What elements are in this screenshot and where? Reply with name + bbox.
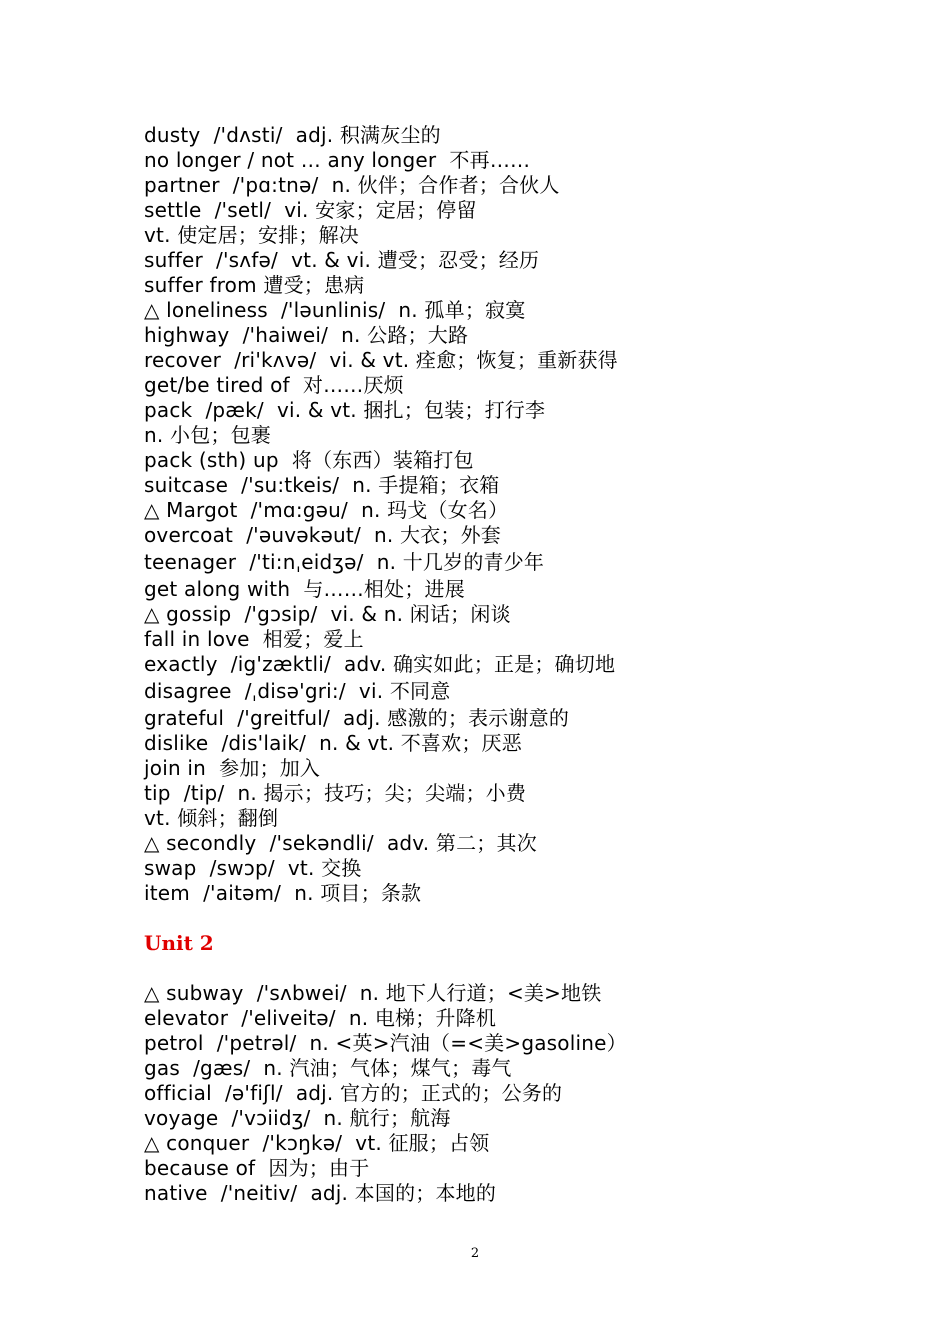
vocab-entry: elevator /'eliveitə/ n. 电梯；升降机: [144, 1006, 497, 1030]
vocab-entry: settle /'setl/ vi. 安家；定居；停留: [144, 198, 477, 222]
vocab-entry: item /'aitəm/ n. 项目；条款: [144, 881, 422, 905]
vocab-entry: voyage /'vɔiidʒ/ n. 航行；航海: [144, 1106, 451, 1130]
vocab-entry: dislike /dis'laik/ n. & vt. 不喜欢；厌恶: [144, 731, 522, 755]
vocab-entry: pack (sth) up 将（东西）装箱打包: [144, 448, 474, 472]
vocab-entry: grateful /'greitful/ adj. 感激的；表示谢意的: [144, 706, 570, 730]
vocab-entry: because of 因为；由于: [144, 1156, 370, 1180]
vocab-entry: partner /'pɑ:tnə/ n. 伙伴；合作者；合伙人: [144, 173, 560, 197]
vocab-entry: pack /pæk/ vi. & vt. 捆扎；包装；打行李: [144, 398, 546, 422]
vocab-entry: suitcase /'su:tkeis/ n. 手提箱；衣箱: [144, 473, 500, 497]
vocab-entry: dusty /'dʌsti/ adj. 积满灰尘的: [144, 123, 441, 147]
vocab-entry: get along with 与……相处；进展: [144, 577, 465, 601]
vocab-entry: highway /'haiwei/ n. 公路；大路: [144, 323, 469, 347]
vocab-entry: official /ə'fiʃl/ adj. 官方的；正式的；公务的: [144, 1081, 563, 1105]
vocab-entry: vt. 倾斜；翻倒: [144, 806, 279, 830]
vocab-entry: no longer / not … any longer 不再……: [144, 148, 531, 172]
vocab-entry: tip /tip/ n. 揭示；技巧；尖；尖端；小费: [144, 781, 527, 805]
vocab-entry: exactly /ig'zæktli/ adv. 确实如此；正是；确切地: [144, 652, 616, 676]
vocab-entry: fall in love 相爱；爱上: [144, 627, 364, 651]
vocab-entry: △ loneliness /'ləunlinis/ n. 孤单；寂寞: [144, 298, 526, 322]
vocab-entry: teenager /'ti:nˌeidʒə/ n. 十几岁的青少年: [144, 550, 545, 574]
vocabulary-list: [144, 123, 864, 1206]
vocab-entry: △ conquer /'kɔŋkə/ vt. 征服；占领: [144, 1131, 490, 1155]
vocab-entry: native /'neitiv/ adj. 本国的；本地的: [144, 1181, 497, 1205]
vocab-entry: n. 小包；包裹: [144, 423, 271, 447]
vocab-entry: △ secondly /'sekəndli/ adv. 第二；其次: [144, 831, 537, 855]
vocab-entry: get/be tired of 对……厌烦: [144, 373, 404, 397]
vocab-entry: △ gossip /'gɔsip/ vi. & n. 闲话；闲谈: [144, 602, 511, 626]
vocab-entry: recover /ri'kʌvə/ vi. & vt. 痊愈；恢复；重新获得: [144, 348, 618, 372]
vocab-entry: suffer from 遭受；患病: [144, 273, 365, 297]
vocab-entry: △ subway /'sʌbwei/ n. 地下人行道；<美>地铁: [144, 981, 602, 1005]
vocab-entry: disagree /ˌdisə'gri:/ vi. 不同意: [144, 679, 451, 703]
unit-heading: Unit 2: [144, 931, 214, 955]
page-number: 2: [470, 1246, 480, 1261]
vocab-entry: suffer /'sʌfə/ vt. & vi. 遭受；忍受；经历: [144, 248, 540, 272]
vocab-entry: △ Margot /'mɑ:gəu/ n. 玛戈（女名）: [144, 498, 509, 522]
vocab-entry: swap /swɔp/ vt. 交换: [144, 856, 362, 880]
vocab-entry: join in 参加；加入: [144, 756, 321, 780]
vocab-entry: gas /gæs/ n. 汽油；气体；煤气；毒气: [144, 1056, 512, 1080]
vocab-entry: vt. 使定居；安排；解决: [144, 223, 359, 247]
vocab-entry: overcoat /'əuvəkəut/ n. 大衣；外套: [144, 523, 502, 547]
vocab-entry: petrol /'petrəl/ n. <英>汽油（=<美>gasoline）: [144, 1031, 627, 1055]
